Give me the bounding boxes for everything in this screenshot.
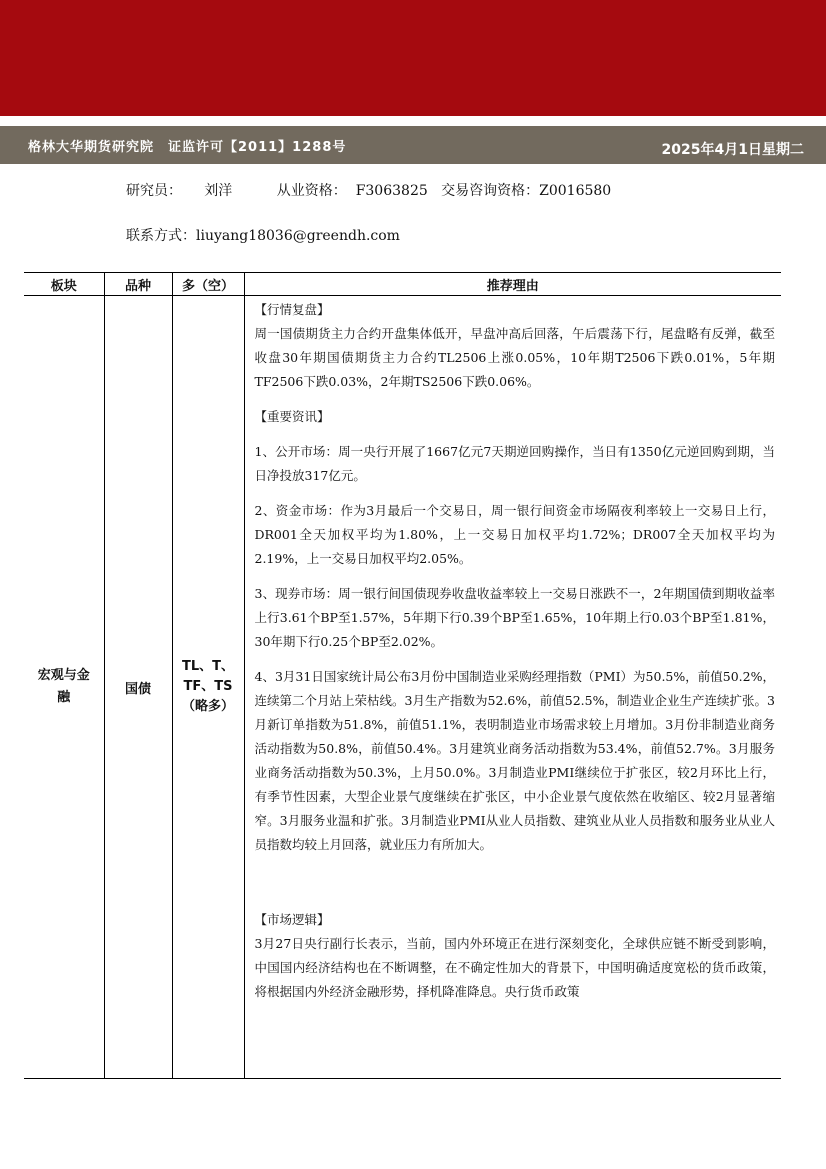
org-license: 格林大华期货研究院 证监许可【2011】1288号	[28, 140, 347, 155]
report-date: 2025年4月1日星期二	[661, 142, 804, 158]
news-item-1: 1、公开市场：周一央行开展了1667亿元7天期逆回购操作，当日有1350亿元逆回购到期，当日净投放317亿元。	[254, 444, 775, 483]
qualification-label: 从业资格：	[276, 183, 347, 199]
table-row	[24, 296, 781, 1079]
top-banner	[0, 0, 826, 116]
news-item-2: 2、资金市场：作为3月最后一个交易日，周一银行间资金市场隔夜利率较上一交易日上行，DR001全天加权平均为1.80%，上一交易日加权平均1.72%；DR007全天加权平均为2.19%，上一交易日加权平均2.05%。	[254, 503, 775, 566]
news-heading: 【重要资讯】	[254, 409, 330, 424]
analyst-info	[126, 180, 611, 200]
analyst-name: 刘洋	[204, 183, 233, 199]
logic-text: 3月27日央行副行长表示，当前，国内外环境正在进行深刻变化，全球供应链不断受到影响，中国国内经济结构也在不断调整，在不确定性加大的背景下，中国明确适度宽松的货币政策，将根据国内外经济金融形势，择机降准降息。央行货币政策	[254, 936, 775, 999]
header-sector: 板块	[24, 273, 104, 296]
header-direction: 多（空）	[172, 273, 244, 296]
direction-line-2: TF、TS	[183, 679, 233, 694]
contact-info	[126, 225, 400, 245]
direction-cell	[172, 296, 244, 1079]
recommendation-table	[24, 272, 781, 1079]
review-text: 周一国债期货主力合约开盘集体低开，早盘冲高后回落，午后震荡下行，尾盘略有反弹，截至收盘30年期国债期货主力合约TL2506上涨0.05%，10年期T2506下跌0.01%，5年期TF2506下跌0.03%，2年期TS2506下跌0.06%。	[254, 326, 775, 389]
sector-text: 宏观与金融	[37, 668, 90, 705]
logic-heading: 【市场逻辑】	[254, 912, 330, 927]
news-item-3: 3、现券市场：周一银行间国债现券收盘收益率较上一交易日涨跌不一，2年期国债到期收益率上行3.61个BP至1.57%，5年期下行0.39个BP至1.65%，10年期上行0.03个BP至1.81%，30年期下行0.25个BP至2.02%。	[254, 586, 775, 649]
header-variety: 品种	[104, 273, 172, 296]
header-reason: 推荐理由	[244, 273, 781, 296]
news-item-4: 4、3月31日国家统计局公布3月份中国制造业采购经理指数（PMI）为50.5%，前值50.2%，连续第二个月站上荣枯线。3月生产指数为52.6%，前值52.5%，制造业企业生产连续扩张。3月新订单指数为51.8%，前值51.1%，表明制造业市场需求较上月增加。3月份非制造业商务活动指数为50.8%，前值50.4%。3月建筑业商务活动指数为53.4%，前值52.7%。3月服务业商务活动指数为50.3%，上月50.0%。3月制造业PMI继续位于扩张区，较2月环比上行，有季节性因素，大型企业景气度继续在扩张区，中小企业景气度依然在收缩区、较2月显著缩窄。3月服务业温和扩张。3月制造业PMI从业人员指数、建筑业从业人员指数和服务业从业人员指数均较上月回落，就业压力有所加大。	[254, 669, 775, 852]
review-heading: 【行情复盘】	[254, 302, 330, 317]
qualification-number: F3063825	[355, 183, 428, 199]
consult-number: Z0016580	[539, 183, 612, 199]
table-header-row	[24, 273, 781, 296]
sector-cell	[24, 296, 104, 1079]
consult-label: 交易咨询资格：	[441, 183, 540, 199]
direction-line-1: TL、T、	[181, 659, 235, 674]
variety-cell: 国债	[104, 296, 172, 1079]
report-title-bar	[0, 126, 826, 164]
contact-label: 联系方式：	[126, 228, 196, 244]
reason-cell	[244, 296, 781, 1079]
spacer	[255, 868, 776, 908]
direction-line-3: （略多）	[181, 699, 234, 714]
contact-email[interactable]: liuyang18036@greendh.com	[196, 228, 400, 244]
analyst-label: 研究员：	[126, 183, 182, 199]
